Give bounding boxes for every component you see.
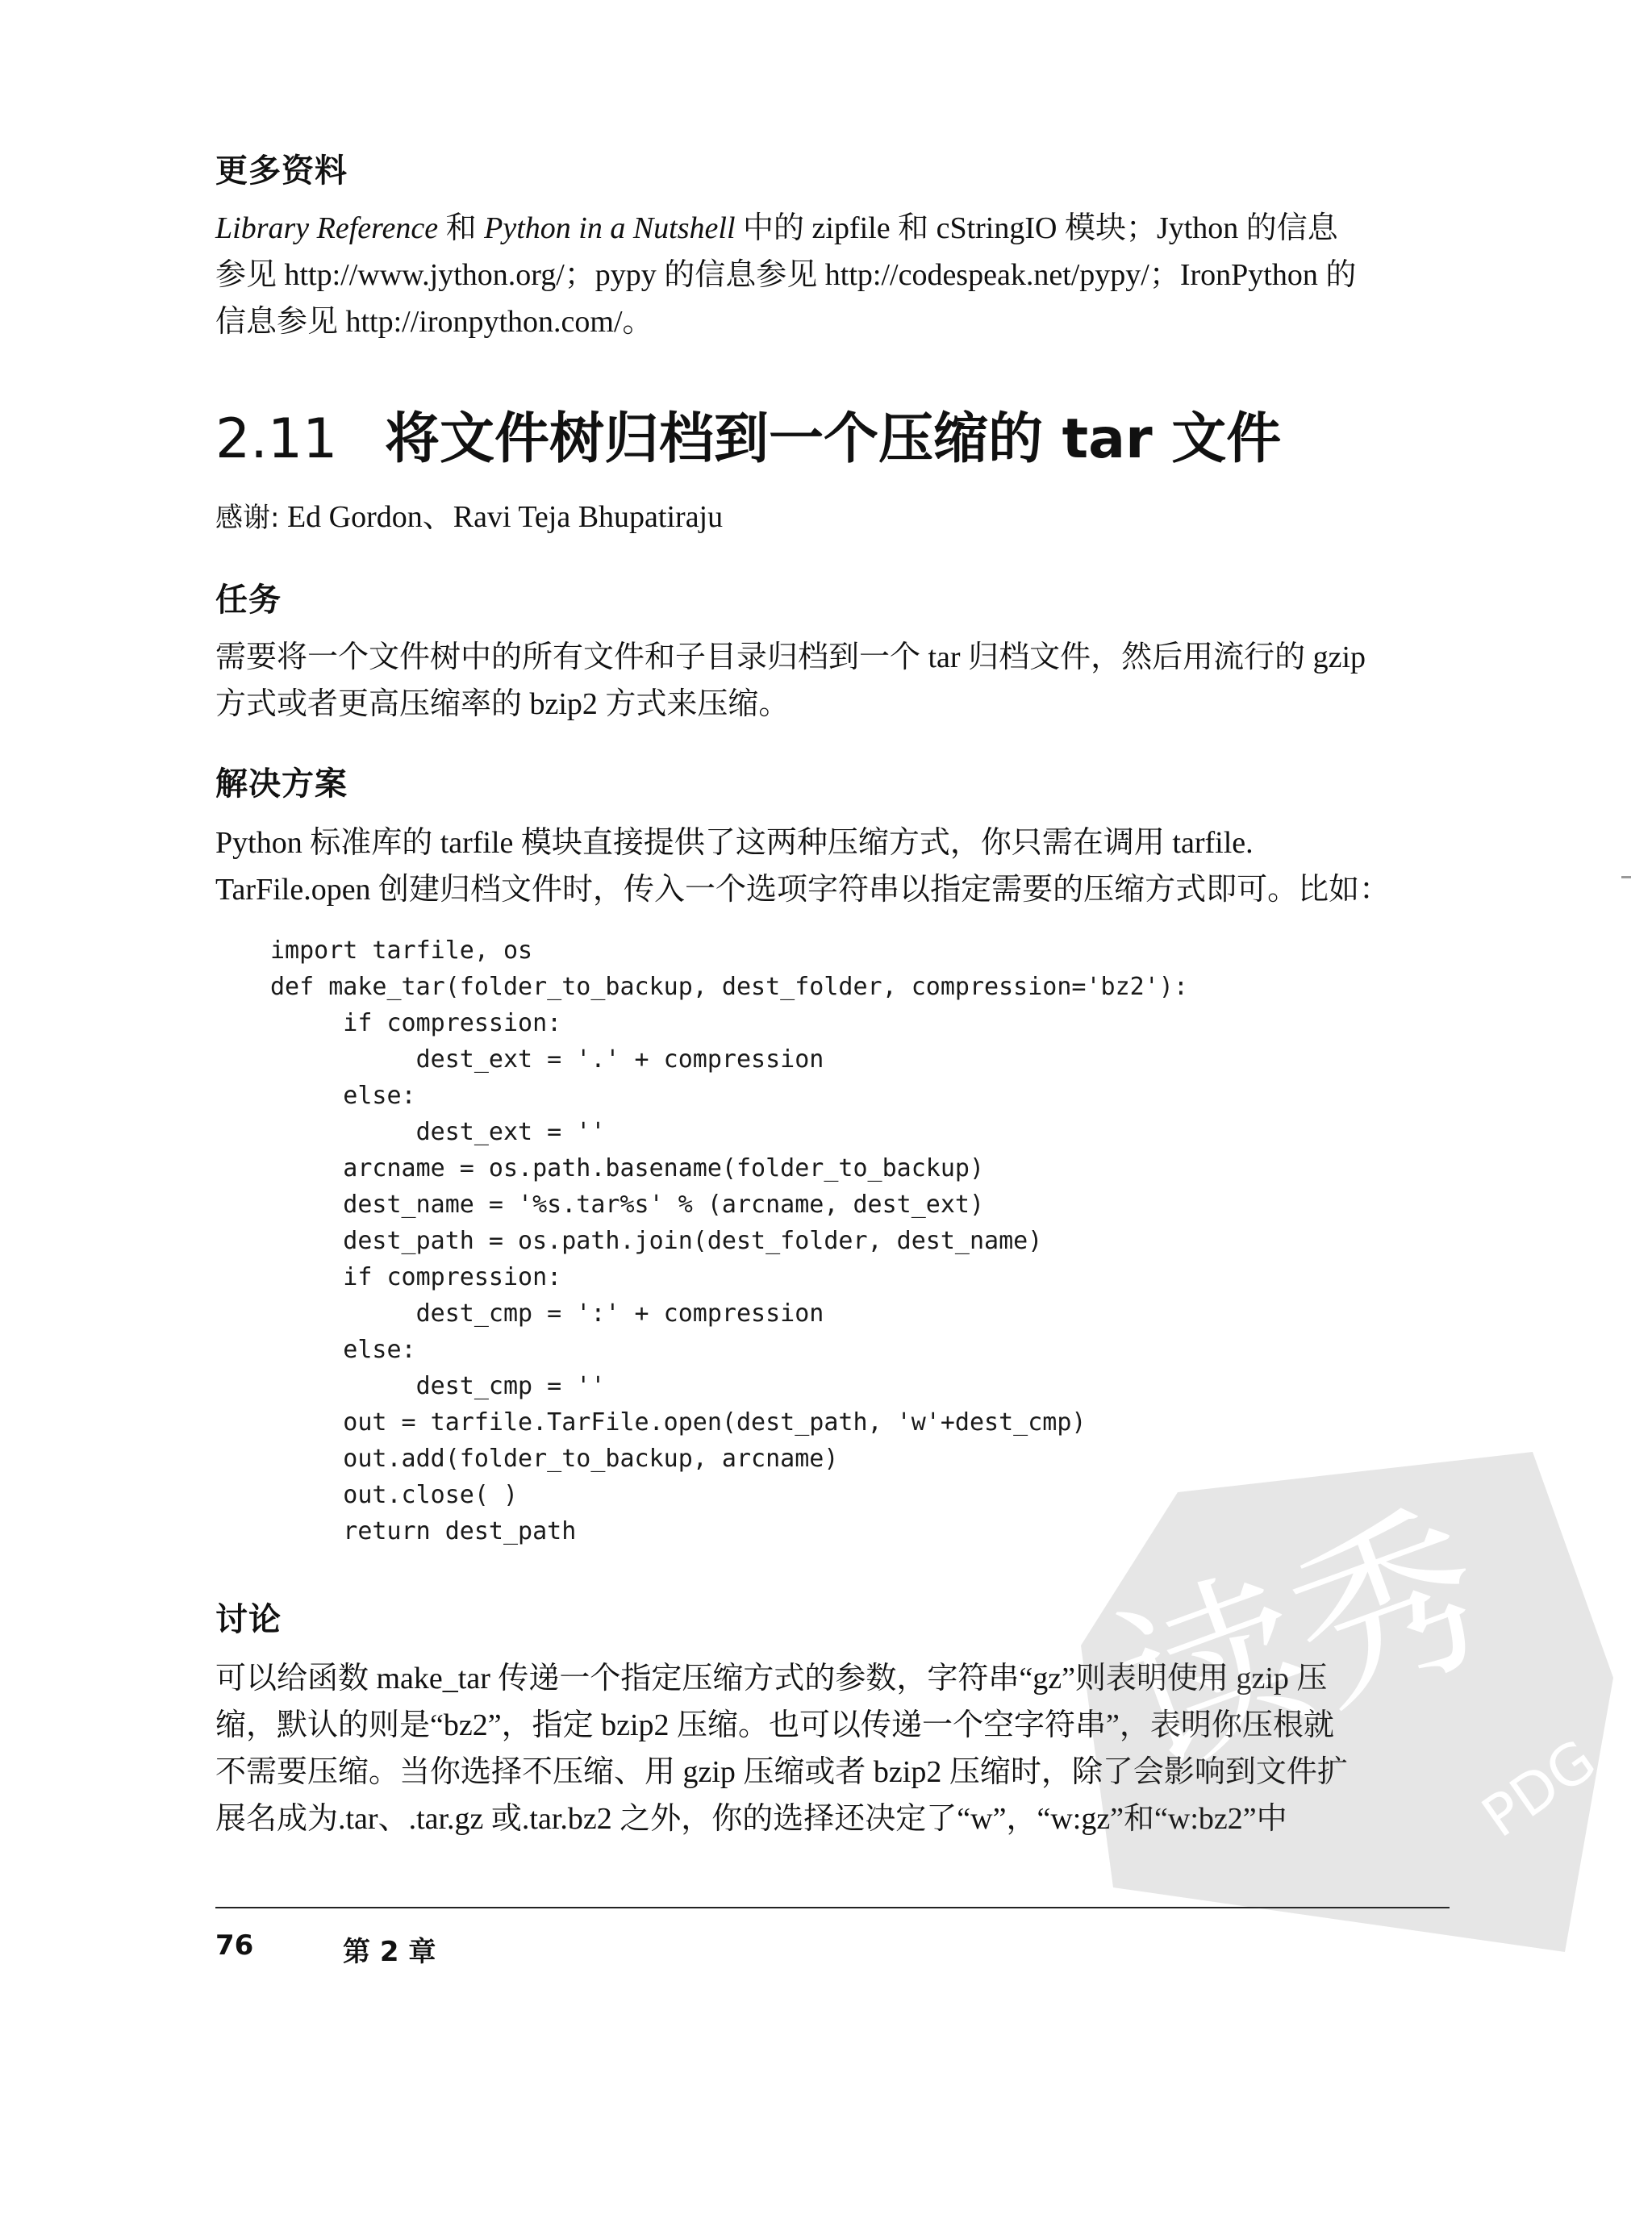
section-title-text: 将文件树归档到一个压缩的 tar 文件 bbox=[385, 407, 1282, 471]
watermark-seal-icon bbox=[1081, 1436, 1637, 1968]
more-info-line-3: 信息参见 http://ironpython.com/。 bbox=[215, 305, 653, 339]
more-info-body bbox=[215, 205, 1450, 345]
discussion-line-3: 不需要压缩。当你选择不压缩、用 gzip 压缩或者 bzip2 压缩时，除了会影响到文件扩 bbox=[215, 1755, 1348, 1789]
credits-names: Ed Gordon、Ravi Teja Bhupatiraju bbox=[279, 500, 724, 534]
ref-title-2: Python in a Nutshell bbox=[484, 211, 736, 245]
discussion-line-2: 缩，默认的则是“bz2”，指定 bzip2 压缩。也可以传递一个空字符串”，表明你压根就 bbox=[215, 1708, 1334, 1742]
solution-line-2: TarFile.open 创建归档文件时，传入一个选项字符串以指定需要的压缩方式即可。比如： bbox=[215, 873, 1391, 907]
ref-title-1: Library Reference bbox=[215, 211, 439, 245]
section-number: 2.11 bbox=[215, 407, 338, 471]
code-block: import tarfile, os def make_tar(folder_to_backup, dest_folder, compression='bz2'): if compression: dest_ext = '.' + compression else: dest_ext = '' arcname = os.path.basename(folder_to_backup) dest_name = '%s.tar%s' % (arcname, dest_ext) dest_path = os.path.join(dest_folder, dest_name) if compression: dest_cmp = ':' + compression else: dest_cmp = '' out = tarfile.TarFile.open(dest_path, 'w'+dest_cmp) out.add(folder_to_backup, arcname) out.close( ) return dest_path bbox=[270, 936, 1188, 1545]
task-line-1: 需要将一个文件树中的所有文件和子目录归档到一个 tar 归档文件，然后用流行的 gzip bbox=[215, 640, 1366, 674]
page-footer bbox=[215, 1929, 436, 1968]
discussion-line-1: 可以给函数 make_tar 传递一个指定压缩方式的参数，字符串“gz”则表明使用 gzip 压 bbox=[215, 1662, 1328, 1695]
more-info-heading: 更多资料 bbox=[215, 152, 348, 190]
solution-body bbox=[215, 820, 1450, 913]
more-info-line-1: Library Reference 和 Python in a Nutshell 中的 zipfile 和 cStringIO 模块；Jython 的信息 bbox=[215, 211, 1338, 245]
credits-label: 感谢: bbox=[215, 502, 280, 534]
task-body bbox=[215, 634, 1450, 728]
credits bbox=[215, 494, 1450, 541]
discussion-line-4: 展名成为.tar、.tar.gz 或.tar.bz2 之外，你的选择还决定了“w”，“w:gz”和“w:bz2”中 bbox=[215, 1802, 1287, 1836]
watermark-seal-text: 读秀 bbox=[1090, 1478, 1512, 1808]
watermark-label: PDG bbox=[1470, 1726, 1608, 1850]
scan-artifact bbox=[1621, 876, 1631, 878]
task-heading: 任务 bbox=[215, 582, 282, 619]
more-info-line-2: 参见 http://www.jython.org/；pypy 的信息参见 http://codespeak.net/pypy/；IronPython 的 bbox=[215, 258, 1357, 292]
chapter-label: 第 2 章 bbox=[343, 1936, 436, 1968]
solution-heading: 解决方案 bbox=[215, 765, 348, 803]
section-title bbox=[215, 395, 1450, 473]
page-number: 76 bbox=[215, 1929, 254, 1962]
task-line-2: 方式或者更高压缩率的 bzip2 方式来压缩。 bbox=[215, 687, 790, 721]
discussion-heading: 讨论 bbox=[215, 1601, 282, 1638]
solution-line-1: Python 标准库的 tarfile 模块直接提供了这两种压缩方式，你只需在调用 tarfile. bbox=[215, 826, 1254, 860]
